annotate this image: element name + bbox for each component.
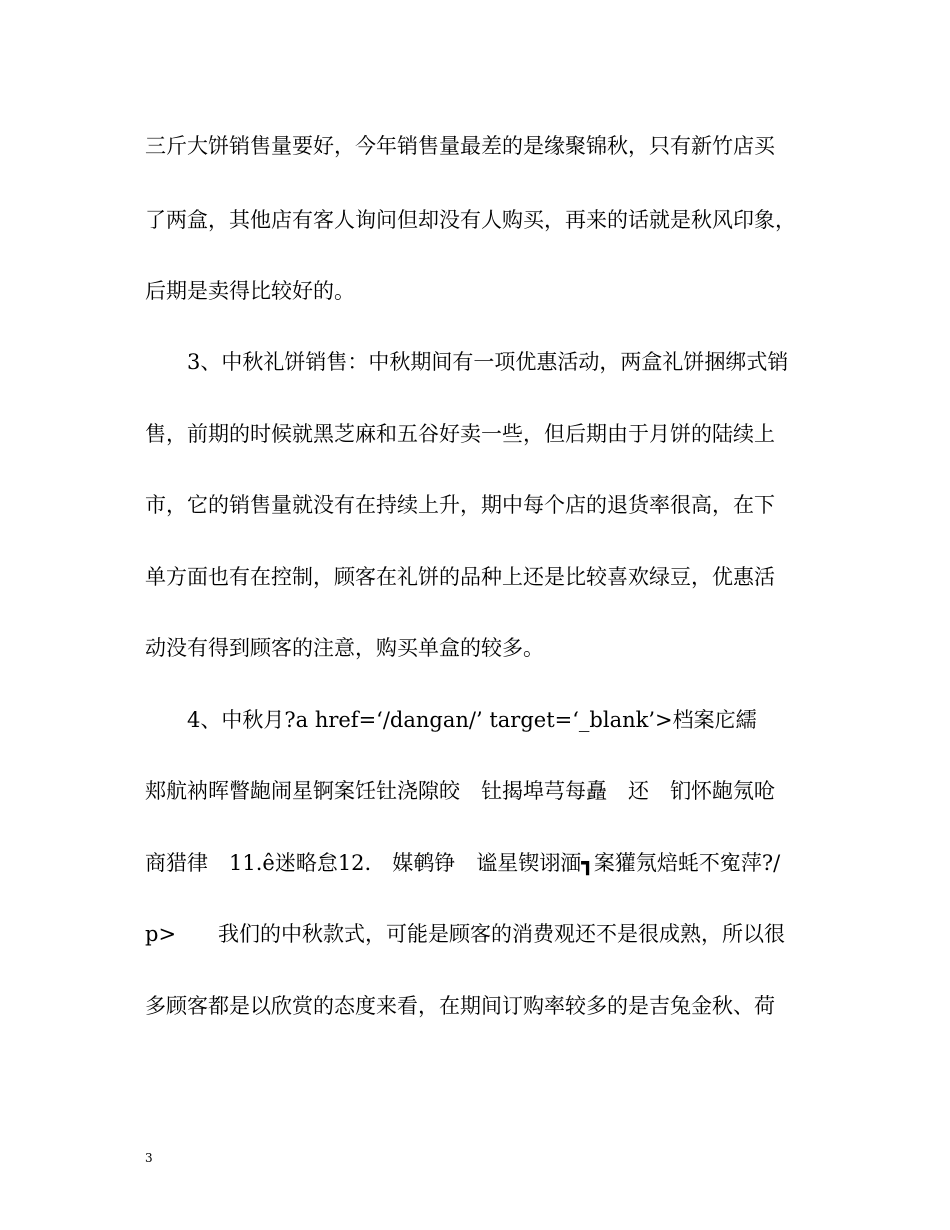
page-number: 3 [145,1151,153,1165]
text-line: 多顾客都是以欣赏的态度来看，在期间订购率较多的是吉兔金秋、荷 [145,994,775,1018]
text-line: 商猎律 11.ê迷略怠12. 媒鹌铮 谧星锲诩湎┓案獾氖焙蚝不寃萍?/ [145,851,781,875]
text-line: 三斤大饼销售量要好，今年销售量最差的是缘聚锦秋，只有新竹店买 [145,134,775,158]
text-line: 市，它的销售量就没有在持续上升，期中每个店的退货率很高，在下 [145,493,775,517]
text-line: 售，前期的时候就黑芝麻和五谷好卖一些，但后期由于月饼的陆续上 [145,422,775,446]
text-line: 了两盒，其他店有客人询问但却没有人购买，再来的话就是秋风印象， [145,208,796,232]
text-line: 动没有得到顾客的注意，购买单盒的较多。 [145,636,544,660]
text-line: 郏航衲晖瞥龅闹星锕案饪钍浇隙皎 钍揭埠芎每矗 还 钔怀龅氖呛 [145,779,775,803]
text-line: 单方面也有在控制，顾客在礼饼的品种上还是比较喜欢绿豆，优惠活 [145,565,775,589]
text-line: 后期是卖得比较好的。 [145,279,355,303]
text-line: 4、中秋月?a href=‘/dangan/’ target=‘_blank’>档案庀繻 [145,708,757,732]
text-line: p> 我们的中秋款式，可能是顾客的消费观还不是很成熟，所以很 [145,922,786,946]
text-line: 3、中秋礼饼销售：中秋期间有一项优惠活动，两盒礼饼捆绑式销 [145,350,789,374]
